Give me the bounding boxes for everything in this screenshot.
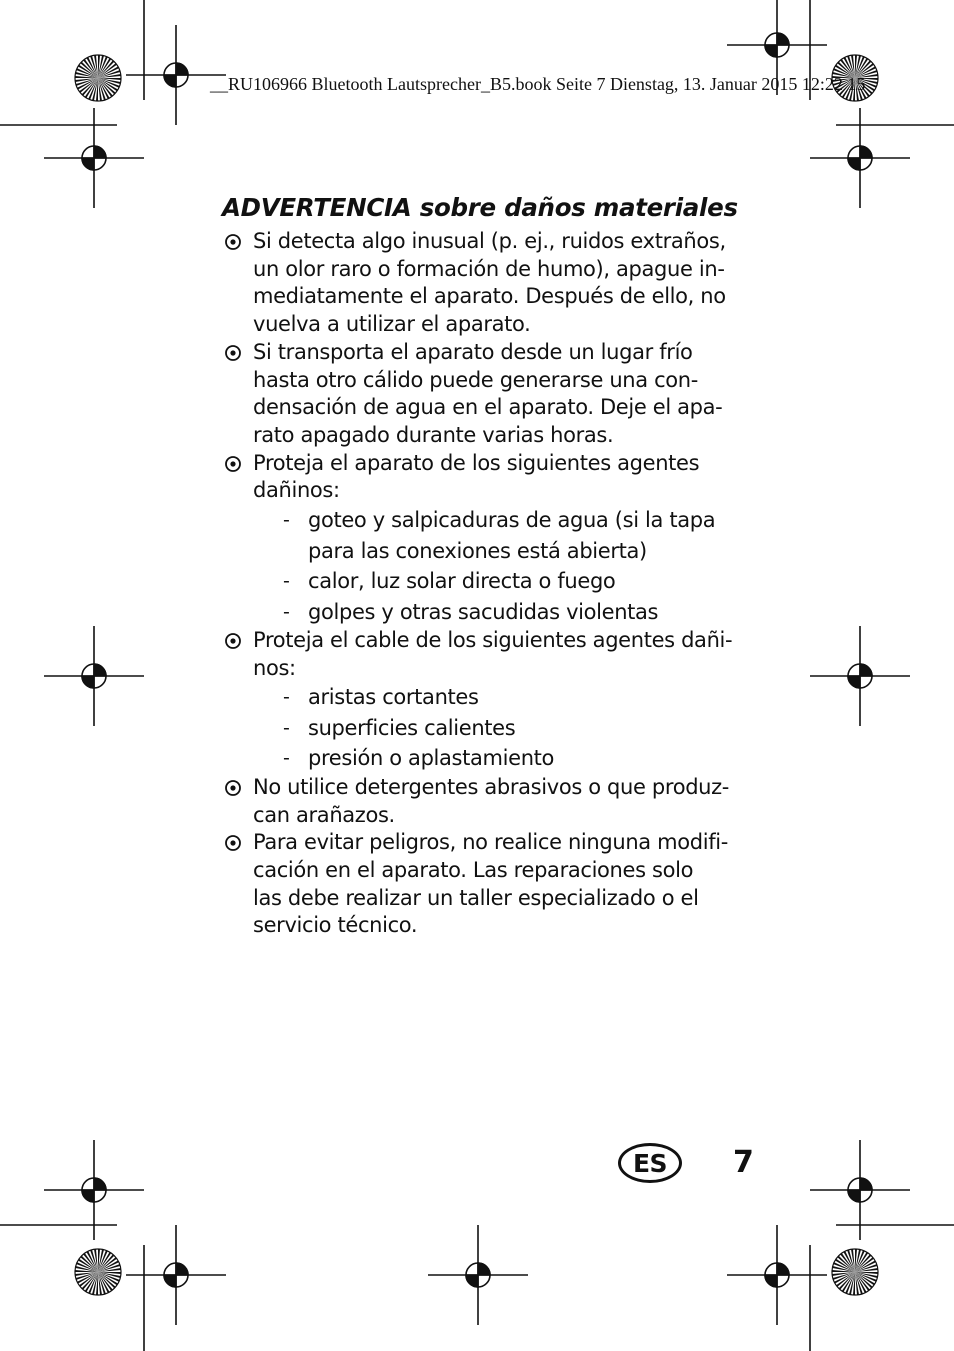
warning-item xyxy=(222,450,762,627)
sub-item-text-line: para las conexiones está abierta) xyxy=(308,538,647,563)
sub-list-item xyxy=(253,505,762,566)
warning-text-line: No utilice detergentes abrasivos o que produz- xyxy=(253,774,730,799)
warning-text-line: vuelva a utilizar el aparato. xyxy=(253,312,531,337)
warning-item xyxy=(222,627,762,774)
main-content xyxy=(222,193,762,940)
dash-marker: - xyxy=(283,686,290,709)
warning-text-line: rato apagado durante varias horas. xyxy=(253,422,614,447)
circled-dot-bullet-icon xyxy=(224,233,242,251)
registration-crosshair-icon xyxy=(727,1225,827,1325)
warning-text-line: Para evitar peligros, no realice ninguna modifi- xyxy=(253,830,728,855)
warning-text-line: hasta otro cálido puede generarse una con- xyxy=(253,367,698,392)
sub-item-text-line: golpes y otras sacudidas violentas xyxy=(308,599,659,624)
warning-item xyxy=(222,774,762,829)
registration-crosshair-icon xyxy=(126,1225,226,1325)
warning-text-line: las debe realizar un taller especializado o el xyxy=(253,885,699,910)
starburst-target-icon xyxy=(75,55,121,101)
sub-list-item xyxy=(253,743,762,774)
page-number: 7 xyxy=(733,1145,754,1180)
sub-list-item xyxy=(253,682,762,713)
sub-list-item xyxy=(253,566,762,597)
dash-marker: - xyxy=(283,747,290,770)
warning-text-line: servicio técnico. xyxy=(253,913,418,938)
warning-text-line: densación de agua en el aparato. Deje el apa- xyxy=(253,395,723,420)
registration-crosshair-icon xyxy=(44,108,144,208)
circled-dot-bullet-icon xyxy=(224,779,242,797)
print-header-line: __RU106966 Bluetooth Lautsprecher_B5.book Seite 7 Dienstag, 13. Januar 2015 12:22 15 xyxy=(210,74,866,94)
warning-item xyxy=(222,829,762,940)
dash-marker: - xyxy=(283,570,290,593)
dash-marker: - xyxy=(283,600,290,623)
sub-list-item xyxy=(253,597,762,628)
warning-text-line: Si detecta algo inusual (p. ej., ruidos extraños, xyxy=(253,229,726,253)
circled-dot-bullet-icon xyxy=(224,344,242,362)
starburst-target-icon xyxy=(832,1249,878,1295)
page-footer xyxy=(618,1143,768,1188)
dash-marker: - xyxy=(283,509,290,532)
warning-text-line: Si transporta el aparato desde un lugar frío xyxy=(253,339,693,364)
warning-list xyxy=(222,228,762,940)
circled-dot-bullet-icon xyxy=(224,834,242,852)
warning-text-line: mediatamente el aparato. Después de ello, no xyxy=(253,284,726,309)
warning-item xyxy=(222,339,762,450)
warning-text-line: un olor raro o formación de humo), apague in- xyxy=(253,256,725,281)
warning-item xyxy=(222,228,762,339)
sub-item-text-line: goteo y salpicaduras de agua (si la tapa xyxy=(308,508,716,533)
warning-text-line: Proteja el cable de los siguientes agentes dañi- xyxy=(253,628,733,653)
registration-crosshair-icon xyxy=(428,1225,528,1325)
sub-item-text-line: presión o aplastamiento xyxy=(308,746,555,771)
registration-crosshair-icon xyxy=(44,626,144,726)
language-badge: ES xyxy=(618,1143,682,1183)
section-heading: ADVERTENCIA sobre daños materiales xyxy=(222,193,738,222)
circled-dot-bullet-icon xyxy=(224,455,242,473)
warning-text-line: can arañazos. xyxy=(253,802,395,827)
starburst-target-icon xyxy=(75,1249,121,1295)
registration-crosshair-icon xyxy=(810,626,910,726)
warning-text-line: dañinos: xyxy=(253,478,340,503)
circled-dot-bullet-icon xyxy=(224,632,242,650)
dash-marker: - xyxy=(283,716,290,739)
warning-text-line: cación en el aparato. Las reparaciones solo xyxy=(253,858,694,883)
sub-list-item xyxy=(253,713,762,744)
sub-item-text-line: aristas cortantes xyxy=(308,685,479,710)
registration-crosshair-icon xyxy=(810,108,910,208)
warning-text-line: nos: xyxy=(253,655,296,680)
sub-item-text-line: calor, luz solar directa o fuego xyxy=(308,569,616,594)
warning-text-line: Proteja el aparato de los siguientes agentes xyxy=(253,450,700,475)
sub-item-text-line: superficies calientes xyxy=(308,715,516,740)
